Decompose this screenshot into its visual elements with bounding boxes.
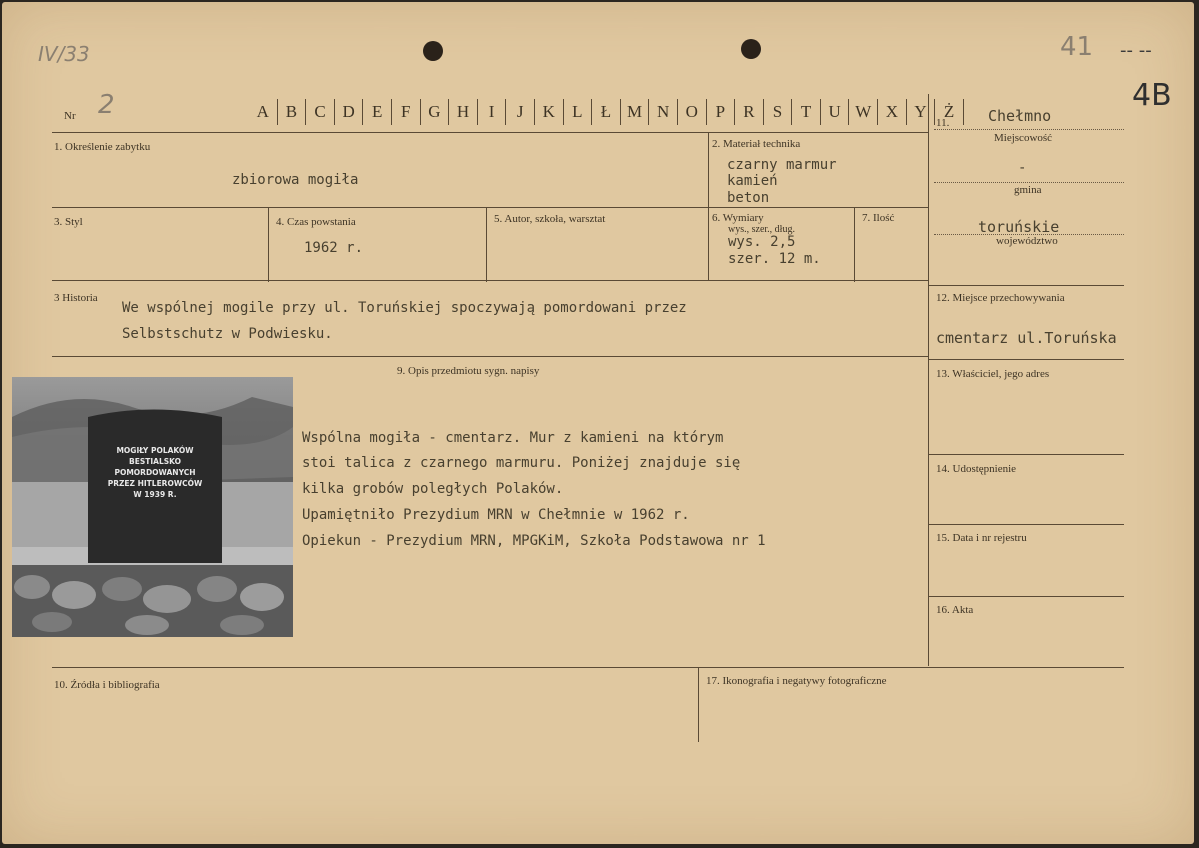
index-letter: C [306,99,335,125]
index-letter: U [821,99,850,125]
field-11-label: 11. [936,117,950,129]
index-letter: J [506,99,535,125]
field-12-label: 12. Miejsce przechowywania [936,292,1065,304]
field-4-value: 1962 r. [304,240,364,256]
index-letter: P [707,99,736,125]
nr-label: Nr [64,110,76,122]
plaque-line-2: BESTIALSKO POMORDOWANYCH [114,457,196,477]
field-13-label: 13. Właściciel, jego adres [936,368,1050,380]
field-9-line-5: Opiekun - Prezydium MRN, MPGKiM, Szkoła Podstawowa nr 1 [302,533,766,549]
alphabet-index [249,99,964,125]
plaque-line-3: PRZEZ HITLEROWCÓW [107,479,203,488]
index-letter: B [278,99,307,125]
plaque-line-4: W 1939 R. [133,490,177,499]
field-11-gmina: - [1018,160,1027,176]
index-letter: H [449,99,478,125]
field-9-label: 9. Opis przedmiotu sygn. napisy [397,365,540,377]
field-14-label: 14. Udostępnienie [936,463,1017,475]
index-letter: F [392,99,421,125]
index-letter: D [335,99,364,125]
field-16-label: 16. Akta [936,604,974,616]
field-9-line-2: stoi talica z czarnego marmuru. Poniżej znajduje się [302,455,741,471]
field-8-line-2: Selbstschutz w Podwiesku. [122,326,333,342]
punch-hole-right [741,39,761,59]
index-letter: R [735,99,764,125]
monument-photo [12,377,293,637]
monument-photo-drawing [12,377,293,637]
index-letter: O [678,99,707,125]
field-10-label: 10. Źródła i bibliografia [54,679,160,691]
field-9-line-3: kilka grobów poległych Polaków. [302,481,564,497]
field-17-label: 17. Ikonografia i negatywy fotograficzne [706,675,887,687]
plaque-text [88,445,222,500]
handwritten-dashes: -- -- [1120,40,1152,61]
index-letter: W [849,99,878,125]
index-letter: I [478,99,507,125]
field-4-label: 4. Czas powstania [276,216,356,228]
plaque-line-1: MOGIŁY POLAKÓW [116,446,194,455]
field-2-label: 2. Materiał technika [712,138,801,150]
field-8-label: 3 Historia [54,292,98,304]
field-2-line-1: czarny marmur [727,157,837,173]
field-2-line-3: beton [727,190,770,206]
field-6-line-1: wys. 2,5 [728,234,796,250]
handwritten-number: 4B [1132,78,1172,113]
index-letter: S [764,99,793,125]
field-1-value: zbiorowa mogiła [232,172,359,188]
field-5-label: 5. Autor, szkoła, warsztat [494,213,606,225]
index-letter: K [535,99,564,125]
index-letter: N [649,99,678,125]
inventory-card [2,2,1194,844]
index-letter: A [249,99,278,125]
field-6-line-2: szer. 12 m. [728,251,821,267]
index-letter: Ł [592,99,621,125]
index-letter: G [421,99,450,125]
field-12-value: cmentarz ul.Toruńska [936,329,1117,347]
field-6-label: 6. Wymiary [712,212,764,224]
field-7-label: 7. Ilość [862,212,895,224]
nr-value: 2 [98,90,115,120]
handwritten-note-top-left: IV/33 [38,42,90,66]
field-1-label: 1. Określenie zabytku [54,141,151,153]
punch-hole-left [423,41,443,61]
field-2-line-2: kamień [727,173,778,189]
index-letter: X [878,99,907,125]
field-3-label: 3. Styl [54,216,83,228]
index-letter: Ż [935,99,964,125]
index-letter: Y [907,99,936,125]
index-letter: M [621,99,650,125]
handwritten-note-top-right: 41 [1060,32,1094,62]
field-11-wojewodztwo: toruńskie [978,218,1060,236]
field-11-wojewodztwo-label: województwo [996,235,1058,247]
index-letter: E [363,99,392,125]
field-9-line-4: Upamiętniło Prezydium MRN w Chełmnie w 1962 r. [302,507,690,523]
field-15-label: 15. Data i nr rejestru [936,532,1027,544]
field-11-gmina-label: gmina [1014,184,1042,196]
field-6-sublabel: wys., szer., dług. [728,224,795,235]
index-letter: L [564,99,593,125]
field-11-miejscowosc: Chełmno [988,107,1052,125]
field-9-line-1: Wspólna mogiła - cmentarz. Mur z kamieni na którym [302,430,724,446]
field-11-miejscowosc-label: Miejscowość [994,132,1053,144]
field-8-line-1: We wspólnej mogile przy ul. Toruńskiej spoczywają pomordowani przez [122,300,687,316]
index-letter: T [792,99,821,125]
